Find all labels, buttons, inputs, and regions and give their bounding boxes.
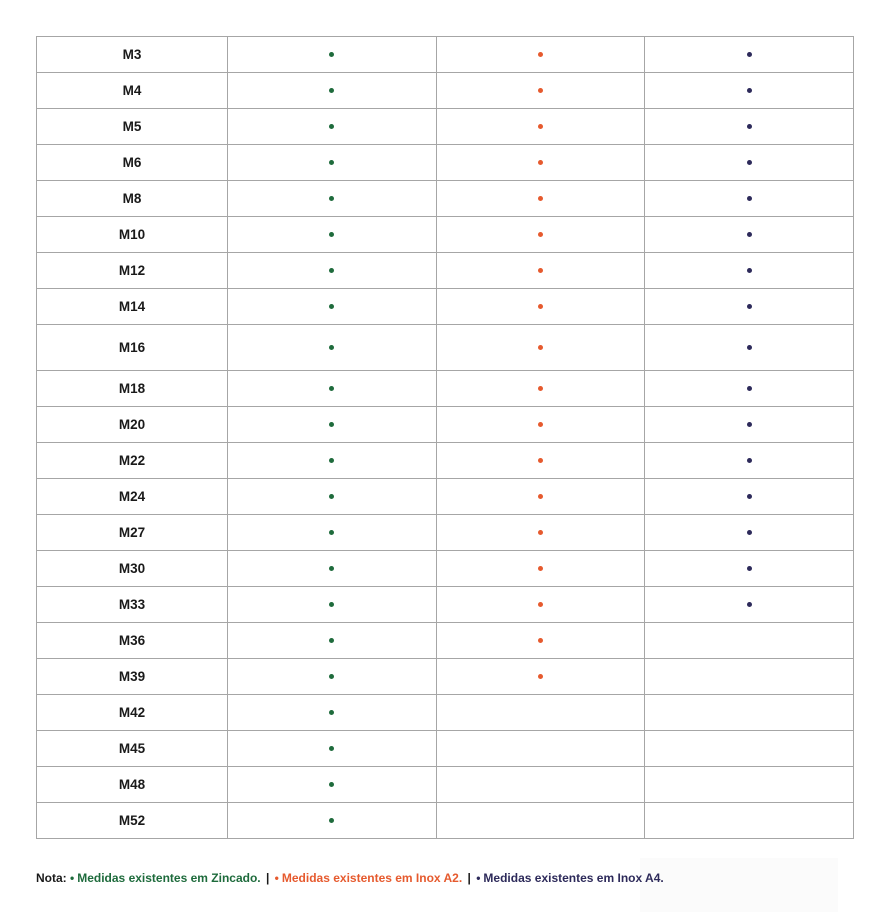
availability-cell-inox-a4	[645, 289, 854, 325]
size-cell: M33	[37, 587, 228, 623]
size-cell: M48	[37, 767, 228, 803]
size-cell: M45	[37, 731, 228, 767]
legend-inox-a2	[275, 871, 463, 885]
availability-dot-zincado	[329, 458, 334, 463]
bullet-inox-a2: •	[274, 871, 279, 885]
availability-dot-zincado	[329, 746, 334, 751]
availability-dot-inox-a4	[747, 422, 752, 427]
availability-cell-inox-a4	[645, 551, 854, 587]
table-row	[37, 623, 854, 659]
availability-dot-inox-a4	[747, 602, 752, 607]
availability-cell-inox-a2	[436, 659, 645, 695]
table-row	[37, 289, 854, 325]
size-cell: M30	[37, 551, 228, 587]
size-cell: M10	[37, 217, 228, 253]
size-cell: M18	[37, 371, 228, 407]
table-row	[37, 371, 854, 407]
availability-dot-inox-a4	[747, 566, 752, 571]
table-row	[37, 109, 854, 145]
availability-dot-inox-a4	[747, 530, 752, 535]
availability-cell-inox-a2	[436, 479, 645, 515]
availability-cell-inox-a4	[645, 479, 854, 515]
availability-dot-zincado	[329, 602, 334, 607]
table-row	[37, 145, 854, 181]
availability-cell-zincado	[228, 371, 437, 407]
table-row	[37, 515, 854, 551]
size-cell: M4	[37, 73, 228, 109]
table-row	[37, 803, 854, 839]
table-row	[37, 587, 854, 623]
availability-cell-zincado	[228, 37, 437, 73]
availability-cell-zincado	[228, 253, 437, 289]
availability-cell-inox-a4	[645, 253, 854, 289]
availability-dot-inox-a4	[747, 160, 752, 165]
size-cell: M6	[37, 145, 228, 181]
availability-cell-zincado	[228, 109, 437, 145]
availability-cell-inox-a2	[436, 371, 645, 407]
availability-dot-inox-a2	[538, 458, 543, 463]
size-cell: M14	[37, 289, 228, 325]
size-cell: M12	[37, 253, 228, 289]
availability-cell-inox-a2	[436, 623, 645, 659]
size-cell: M52	[37, 803, 228, 839]
size-cell: M39	[37, 659, 228, 695]
size-cell: M20	[37, 407, 228, 443]
availability-cell-zincado	[228, 587, 437, 623]
table-row	[37, 767, 854, 803]
availability-cell-inox-a4	[645, 181, 854, 217]
availability-dot-inox-a2	[538, 268, 543, 273]
availability-cell-inox-a4	[645, 371, 854, 407]
availability-cell-inox-a4	[645, 623, 854, 659]
legend-inox-a2-text: Medidas existentes em Inox A2.	[281, 871, 463, 885]
availability-cell-inox-a4	[645, 145, 854, 181]
availability-dot-zincado	[329, 530, 334, 535]
availability-dot-zincado	[329, 422, 334, 427]
availability-dot-inox-a2	[538, 674, 543, 679]
availability-dot-zincado	[329, 818, 334, 823]
availability-dot-inox-a2	[538, 52, 543, 57]
legend-inox-a4-text: Medidas existentes em Inox A4.	[483, 871, 664, 885]
availability-dot-inox-a4	[747, 124, 752, 129]
availability-dot-zincado	[329, 304, 334, 309]
availability-dot-inox-a2	[538, 196, 543, 201]
availability-dot-inox-a4	[747, 52, 752, 57]
availability-dot-zincado	[329, 674, 334, 679]
availability-cell-zincado	[228, 515, 437, 551]
availability-dot-inox-a2	[538, 232, 543, 237]
availability-cell-inox-a2	[436, 325, 645, 371]
legend-separator: |	[265, 871, 270, 885]
availability-cell-inox-a4	[645, 731, 854, 767]
availability-cell-inox-a4	[645, 659, 854, 695]
legend-inox-a4	[476, 871, 664, 885]
availability-dot-inox-a4	[747, 386, 752, 391]
availability-cell-inox-a4	[645, 767, 854, 803]
table-row	[37, 253, 854, 289]
legend-zincado-text: Medidas existentes em Zincado.	[77, 871, 261, 885]
availability-cell-zincado	[228, 407, 437, 443]
availability-cell-zincado	[228, 217, 437, 253]
availability-dot-inox-a2	[538, 345, 543, 350]
availability-cell-zincado	[228, 623, 437, 659]
availability-cell-inox-a2	[436, 695, 645, 731]
availability-cell-inox-a2	[436, 767, 645, 803]
availability-cell-inox-a4	[645, 73, 854, 109]
availability-cell-inox-a2	[436, 73, 645, 109]
availability-cell-zincado	[228, 767, 437, 803]
background-panel	[640, 858, 838, 912]
availability-dot-inox-a4	[747, 345, 752, 350]
availability-dot-inox-a2	[538, 566, 543, 571]
availability-cell-inox-a4	[645, 325, 854, 371]
availability-cell-zincado	[228, 289, 437, 325]
availability-cell-inox-a2	[436, 587, 645, 623]
size-cell: M5	[37, 109, 228, 145]
availability-cell-inox-a2	[436, 803, 645, 839]
availability-dot-inox-a4	[747, 268, 752, 273]
table-body	[37, 37, 854, 839]
availability-cell-inox-a2	[436, 407, 645, 443]
availability-dot-zincado	[329, 196, 334, 201]
availability-dot-inox-a2	[538, 494, 543, 499]
availability-dot-zincado	[329, 124, 334, 129]
availability-cell-zincado	[228, 731, 437, 767]
availability-dot-zincado	[329, 52, 334, 57]
table-row	[37, 37, 854, 73]
table-row	[37, 73, 854, 109]
availability-cell-inox-a4	[645, 587, 854, 623]
size-cell: M8	[37, 181, 228, 217]
availability-dot-inox-a4	[747, 88, 752, 93]
availability-cell-inox-a2	[436, 731, 645, 767]
availability-cell-inox-a2	[436, 253, 645, 289]
table-row	[37, 659, 854, 695]
availability-dot-zincado	[329, 710, 334, 715]
availability-dot-inox-a4	[747, 232, 752, 237]
availability-cell-inox-a2	[436, 551, 645, 587]
table-row	[37, 551, 854, 587]
table-row	[37, 479, 854, 515]
availability-dot-inox-a2	[538, 160, 543, 165]
availability-cell-zincado	[228, 325, 437, 371]
table-row	[37, 181, 854, 217]
availability-cell-inox-a4	[645, 803, 854, 839]
table-row	[37, 443, 854, 479]
availability-dot-inox-a4	[747, 196, 752, 201]
availability-dot-zincado	[329, 386, 334, 391]
availability-dot-zincado	[329, 566, 334, 571]
table-row	[37, 407, 854, 443]
note-label: Nota:	[36, 871, 67, 885]
size-cell: M16	[37, 325, 228, 371]
availability-dot-inox-a2	[538, 638, 543, 643]
availability-dot-zincado	[329, 88, 334, 93]
availability-dot-inox-a4	[747, 304, 752, 309]
availability-cell-inox-a4	[645, 37, 854, 73]
availability-cell-inox-a2	[436, 443, 645, 479]
availability-cell-zincado	[228, 181, 437, 217]
bullet-inox-a4: •	[476, 871, 481, 885]
availability-cell-inox-a4	[645, 109, 854, 145]
size-cell: M3	[37, 37, 228, 73]
availability-cell-zincado	[228, 145, 437, 181]
availability-cell-zincado	[228, 803, 437, 839]
size-cell: M42	[37, 695, 228, 731]
availability-cell-zincado	[228, 695, 437, 731]
table-row	[37, 217, 854, 253]
availability-dot-zincado	[329, 268, 334, 273]
availability-cell-zincado	[228, 659, 437, 695]
availability-cell-zincado	[228, 479, 437, 515]
availability-cell-inox-a4	[645, 443, 854, 479]
availability-dot-inox-a4	[747, 458, 752, 463]
availability-dot-zincado	[329, 782, 334, 787]
size-cell: M24	[37, 479, 228, 515]
availability-dot-inox-a2	[538, 88, 543, 93]
availability-dot-zincado	[329, 638, 334, 643]
availability-dot-inox-a4	[747, 494, 752, 499]
availability-cell-inox-a4	[645, 515, 854, 551]
availability-cell-inox-a4	[645, 407, 854, 443]
availability-cell-inox-a2	[436, 109, 645, 145]
availability-cell-inox-a4	[645, 217, 854, 253]
availability-dot-zincado	[329, 345, 334, 350]
legend-note	[36, 871, 664, 885]
availability-dot-zincado	[329, 494, 334, 499]
sizes-availability-table	[36, 36, 854, 839]
availability-dot-zincado	[329, 160, 334, 165]
size-cell: M27	[37, 515, 228, 551]
availability-dot-inox-a2	[538, 530, 543, 535]
availability-dot-inox-a2	[538, 386, 543, 391]
availability-cell-inox-a2	[436, 181, 645, 217]
availability-cell-zincado	[228, 443, 437, 479]
legend-zincado	[70, 871, 261, 885]
availability-cell-inox-a2	[436, 289, 645, 325]
availability-cell-zincado	[228, 551, 437, 587]
availability-cell-inox-a4	[645, 695, 854, 731]
table-row	[37, 325, 854, 371]
size-cell: M36	[37, 623, 228, 659]
availability-cell-inox-a2	[436, 217, 645, 253]
availability-cell-inox-a2	[436, 37, 645, 73]
availability-cell-zincado	[228, 73, 437, 109]
availability-cell-inox-a2	[436, 145, 645, 181]
legend-separator: |	[467, 871, 471, 885]
availability-cell-inox-a2	[436, 515, 645, 551]
availability-dot-inox-a2	[538, 304, 543, 309]
bullet-zincado: •	[70, 871, 75, 885]
size-cell: M22	[37, 443, 228, 479]
availability-dot-inox-a2	[538, 124, 543, 129]
table-row	[37, 731, 854, 767]
availability-dot-zincado	[329, 232, 334, 237]
availability-dot-inox-a2	[538, 422, 543, 427]
table-row	[37, 695, 854, 731]
availability-dot-inox-a2	[538, 602, 543, 607]
